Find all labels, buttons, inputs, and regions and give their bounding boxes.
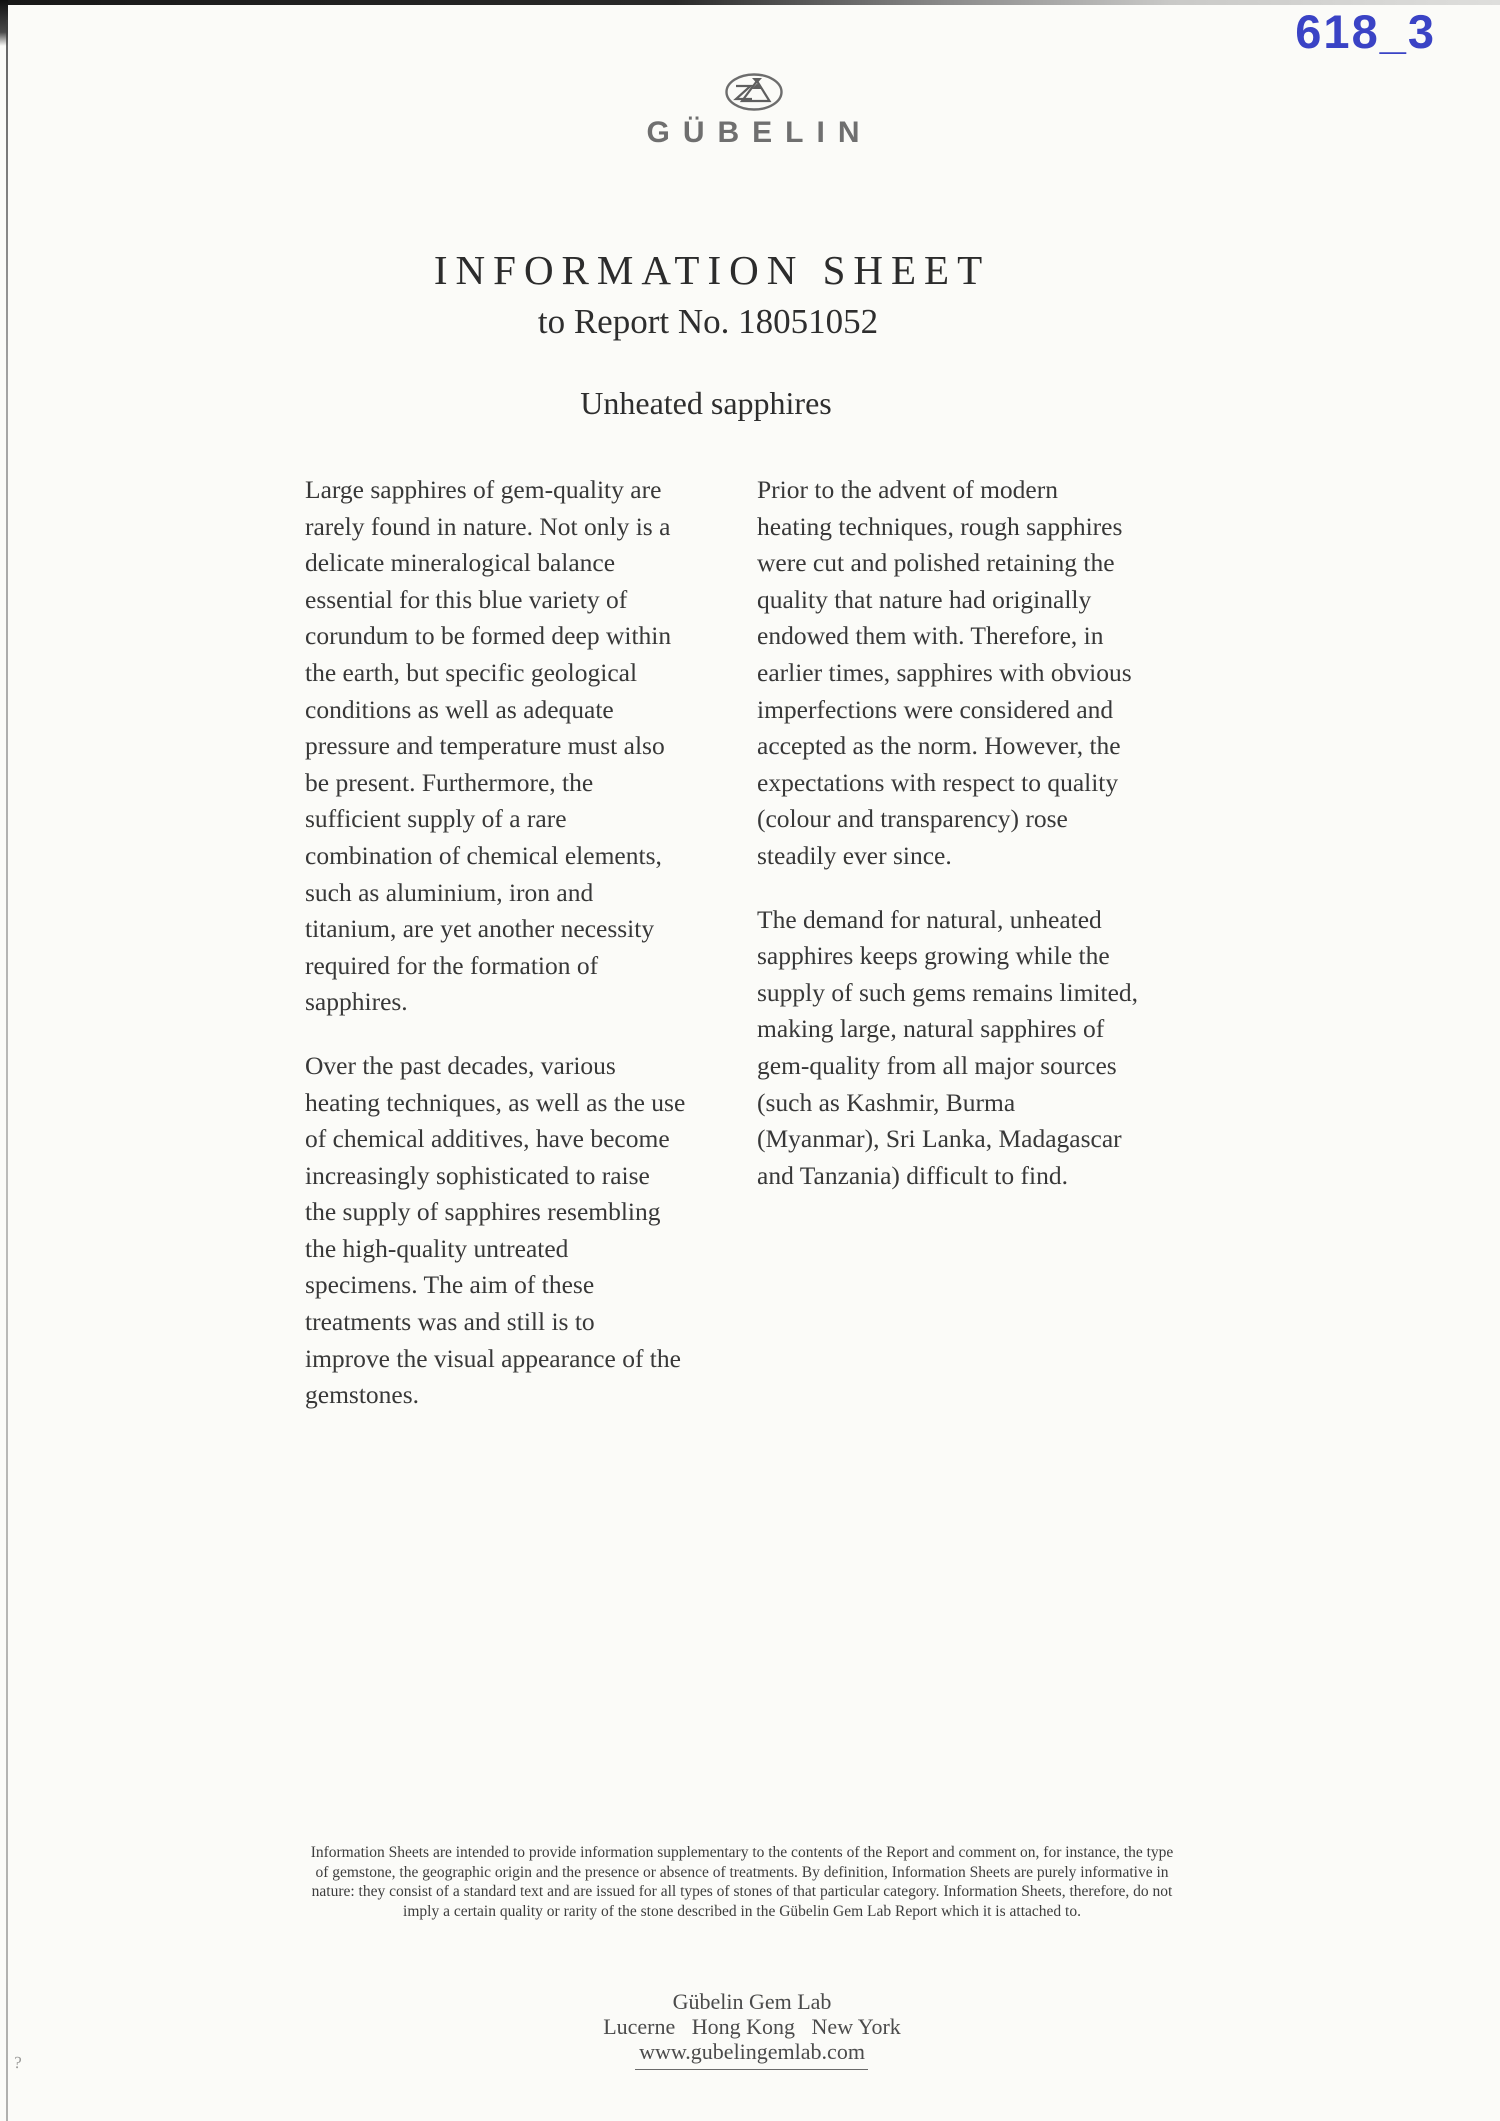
body-paragraph: The demand for natural, unheated sapphires keeps growing while the supply of such gems remains limited, making large, natural sapphires of gem-quality from all major sources (such as Kashmir, Burma (Myanmar), Sri Lanka, Madagascar and Tanzania) difficult to find.: [757, 904, 1139, 1190]
footer-lab-name: Gübelin Gem Lab: [672, 1989, 832, 2014]
subject-heading: Unheated sapphires: [580, 385, 832, 421]
body-column-right: [757, 472, 1192, 1221]
scan-top-edge-artifact: [0, 0, 1500, 5]
gubelin-emblem-icon: [724, 72, 784, 112]
scan-id-label: 618_3: [1295, 5, 1436, 58]
footer-divider: [635, 2069, 868, 2070]
disclaimer-text: Information Sheets are intended to provide information supplementary to the contents of the Report and comment on, for instance, the type of gemstone, the geographic origin and the presence or absence of treatments. By definition, Information Sheets are purely informative in nature: they consist of a standard text and are issued for all types of stones of that particular category. Information Sheets, therefore, do not imply a certain quality or rarity of the stone described in the Gübelin Gem Lab Report which it is attached to.: [310, 1844, 1174, 1920]
page-title: INFORMATION SHEET: [433, 247, 991, 293]
footer-locations: Lucerne Hong Kong New York: [603, 2014, 901, 2039]
body-column-left: [305, 472, 735, 1441]
scan-left-line-artifact: [6, 20, 8, 2121]
footer-website: www.gubelingemlab.com: [639, 2039, 865, 2064]
report-number-line: to Report No. 18051052: [537, 302, 879, 341]
body-paragraph: Prior to the advent of modern heating techniques, rough sapphires were cut and polished retaining the quality that nature had originally endowed them with. Therefore, in earlier times, sapphires with obvious imperfections were considered and accepted as the norm. However, the expectations with respect to quality (colour and transparency) rose steadily ever since.: [757, 475, 1132, 870]
body-paragraph: Large sapphires of gem-quality are rarely found in nature. Not only is a delicate mineralogical balance essential for this blue variety of corundum to be formed deep within the earth, but specific geological conditions as well as adequate pressure and temperature must also be present. Furthermore, the sufficient supply of a rare combination of chemical elements, such as aluminium, iron and titanium, are yet another necessity required for the formation of sapphires.: [305, 475, 672, 1017]
brand-wordmark: GÜBELIN: [646, 116, 873, 149]
scan-smudge-artifact: ?: [13, 2052, 23, 2073]
body-paragraph: Over the past decades, various heating techniques, as well as the use of chemical additives, have become increasingly sophisticated to raise the supply of sapphires resembling the high-quality untreated specimens. The aim of these treatments was and still is to improve the visual appearance of the gemstones.: [305, 1050, 686, 1410]
